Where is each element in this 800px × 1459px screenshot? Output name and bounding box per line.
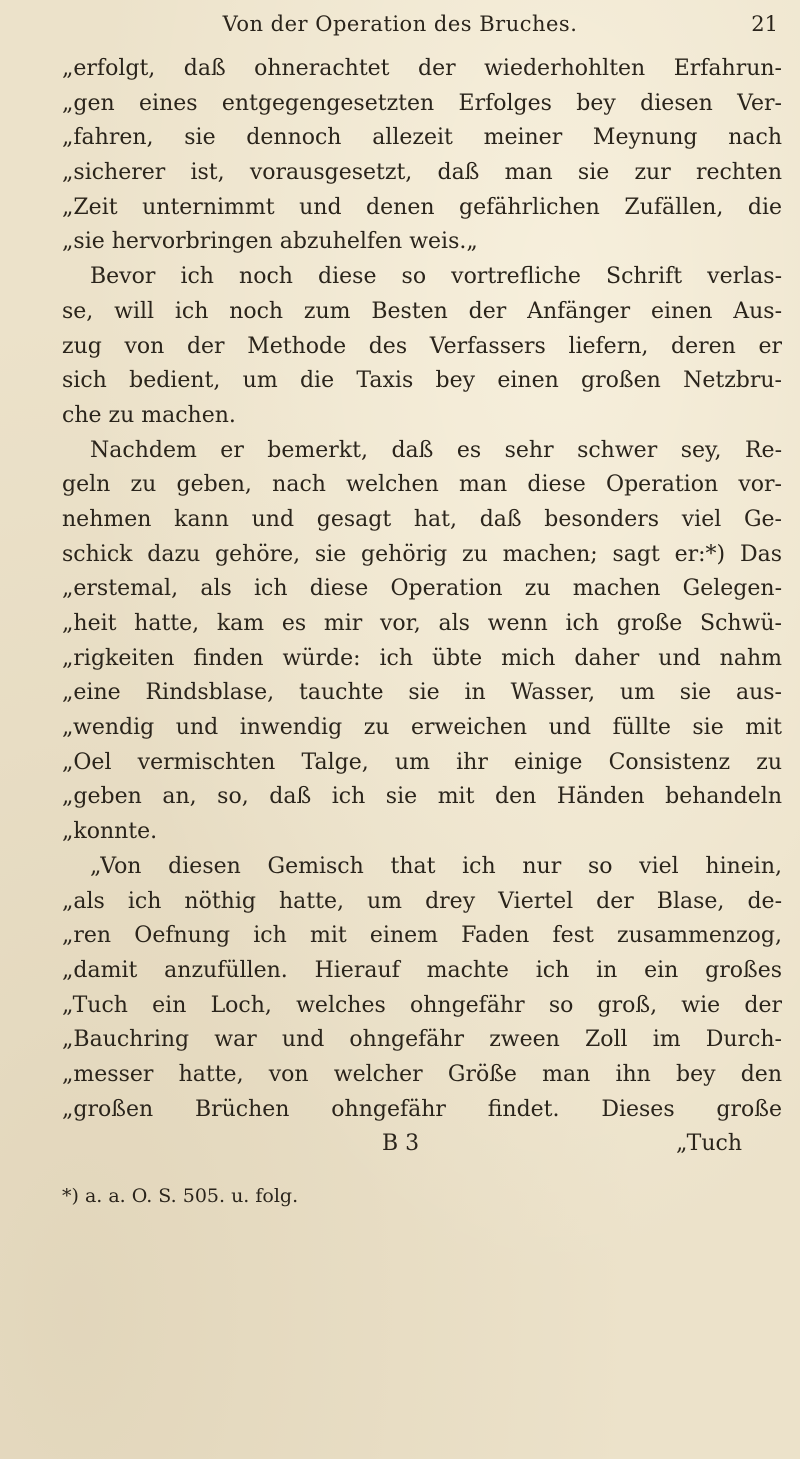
text-line: „erfolgt, daß ohnerachtet der wiederhohlten Erfahrun- (62, 56, 782, 81)
text-line: „eine Rindsblase, tauchte sie in Wasser, um sie aus- (62, 680, 782, 706)
text-line: „Tuch ein Loch, welches ohngefähr so groß, wie der (62, 992, 782, 1018)
text-line: „sie hervorbringen abzuhelfen weis.„ (62, 229, 478, 255)
text-line: „sicherer ist, vorausgesetzt, daß man sie zur rechten (62, 160, 782, 186)
text-line: „messer hatte, von welcher Größe man ihn bey den (62, 1061, 782, 1087)
text-line: „Von diesen Gemisch that ich nur so viel hinein, (90, 853, 782, 879)
text-line: „fahren, sie dennoch allezeit meiner Meynung nach (62, 125, 782, 151)
text-line: „geben an, so, daß ich sie mit den Händen behandeln (62, 784, 782, 810)
running-title: Von der Operation des Bruches. (222, 12, 578, 36)
text-line: „Zeit unternimmt und denen gefährlichen Zufällen, die (62, 194, 782, 220)
text-line: zug von der Methode des Verfassers liefern, deren er (62, 333, 782, 359)
text-line: „gen eines entgegengesetzten Erfolges bey diesen Ver- (62, 90, 782, 116)
printer-signature: B 3 (382, 1131, 420, 1157)
text-line: sich bedient, um die Taxis bey einen großen Netzbru- (62, 368, 782, 394)
text-line: Nachdem er bemerkt, daß es sehr schwer sey, Re- (90, 437, 782, 463)
text-line: „konnte. (62, 819, 158, 845)
text-line: geln zu geben, nach welchen man diese Operation vor- (62, 472, 782, 498)
text-line: „damit anzufüllen. Hierauf machte ich in ein großes (62, 957, 782, 983)
text-line: „heit hatte, kam es mir vor, als wenn ich große Schwü- (62, 611, 782, 636)
catchword: „Tuch (676, 1131, 742, 1157)
text-line: nehmen kann und gesagt hat, daß besonders viel Ge- (62, 506, 782, 532)
footnote: *) a. a. O. S. 505. u. folg. (62, 1185, 299, 1207)
text-line: se, will ich noch zum Besten der Anfänger einen Aus- (62, 298, 782, 324)
text-line: che zu machen. (62, 402, 236, 428)
page-number: 21 (751, 12, 778, 36)
text-line: Bevor ich noch diese so vortrefliche Schrift verlas- (90, 264, 782, 290)
text-line: „Oel vermischten Talge, um ihr einige Consistenz zu (62, 749, 782, 775)
signature-row (62, 1127, 782, 1162)
text-line: „großen Brüchen ohngefähr findet. Dieses große (62, 1096, 782, 1122)
text-line: „rigkeiten finden würde: ich übte mich daher und nahm (62, 645, 782, 671)
page-header (0, 6, 800, 46)
text-line: „als ich nöthig hatte, um drey Viertel der Blase, de- (62, 888, 782, 914)
body-text (62, 52, 782, 1162)
text-line: „ren Oefnung ich mit einem Faden fest zusammenzog, (62, 923, 782, 949)
text-line: „erstemal, als ich diese Operation zu machen Gelegen- (62, 576, 782, 602)
text-line: schick dazu gehöre, sie gehörig zu machen; sagt er:*) Das (62, 541, 782, 567)
text-line: „Bauchring war und ohngefähr zween Zoll im Durch- (62, 1027, 782, 1053)
text-line: „wendig und inwendig zu erweichen und füllte sie mit (62, 715, 782, 741)
